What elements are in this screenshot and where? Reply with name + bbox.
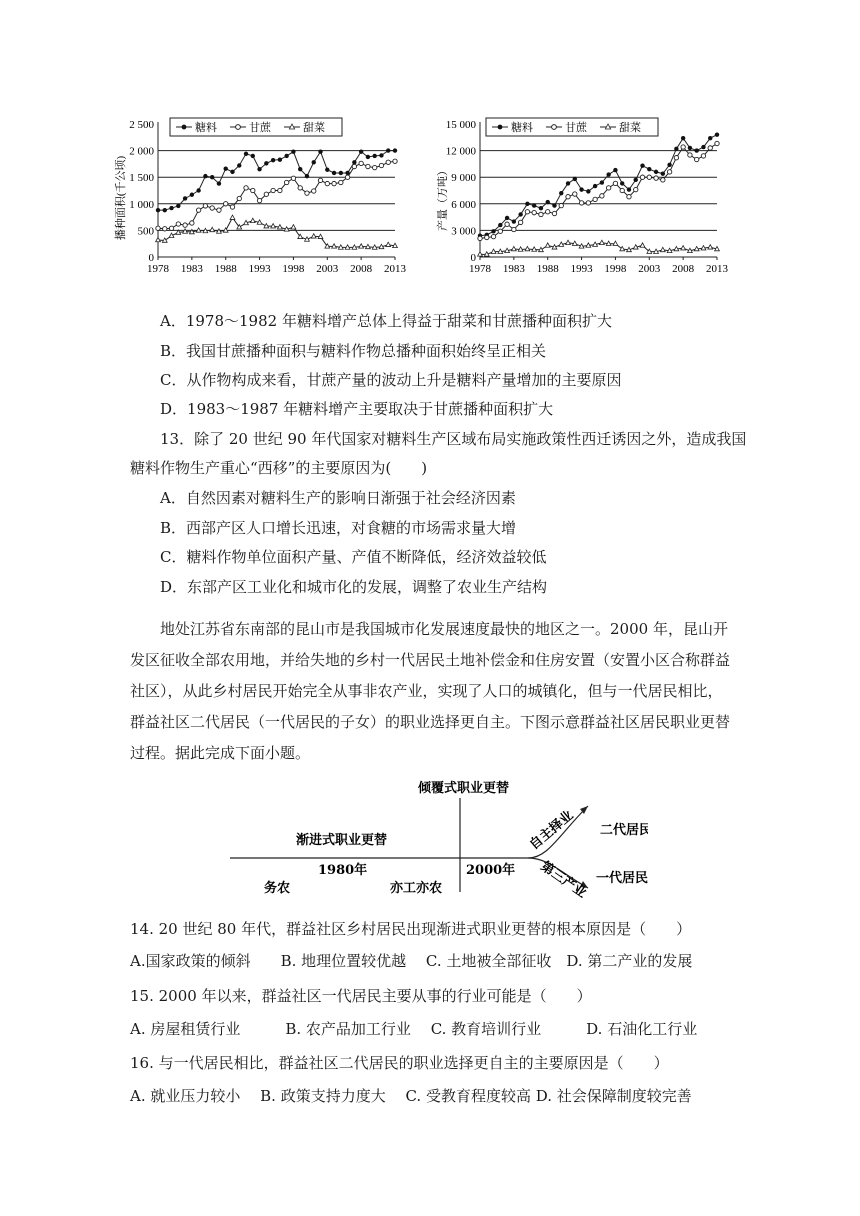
legend-label: 糖料	[195, 122, 217, 134]
q12-option-b: B．我国甘蔗播种面积与糖料作物总播种面积始终呈正相关	[160, 342, 547, 360]
q15-options: A. 房屋租赁行业 B. 农产品加工行业 C. 教育培训行业 D. 石油化工行业	[130, 1020, 698, 1038]
data-point-cane	[613, 181, 617, 185]
data-point-cane	[284, 180, 288, 184]
data-point-cane	[196, 208, 200, 212]
data-point-cane	[654, 176, 658, 180]
data-point-sugar	[224, 166, 228, 170]
data-point-sugar	[163, 208, 167, 212]
data-point-sugar	[366, 155, 370, 159]
data-point-cane	[708, 146, 712, 150]
y-axis-label: 播种面积(千公顷)	[115, 155, 127, 241]
legend-label: 甜菜	[303, 122, 325, 134]
data-point-cane	[532, 210, 536, 214]
data-point-cane	[339, 180, 343, 184]
data-point-cane	[230, 205, 234, 209]
data-point-beet	[230, 215, 235, 219]
data-point-cane	[298, 186, 302, 190]
data-point-cane	[210, 206, 214, 210]
data-point-sugar	[559, 191, 563, 195]
q13-stem-line1: 13．除了 20 世纪 90 年代国家对糖料生产区域布局实施政策性西迁诱因之外，造成我国	[160, 430, 747, 448]
y-tick-label: 0	[470, 252, 476, 264]
data-point-cane	[478, 236, 482, 240]
data-point-cane	[183, 223, 187, 227]
data-point-sugar	[264, 161, 268, 165]
data-point-cane	[647, 175, 651, 179]
data-point-cane	[352, 164, 356, 168]
data-point-beet	[640, 243, 645, 247]
data-point-sugar	[183, 196, 187, 200]
data-point-cane	[505, 222, 509, 226]
data-point-sugar	[546, 200, 550, 204]
data-point-cane	[359, 161, 363, 165]
x-tick-label: 1988	[536, 263, 559, 275]
x-tick-label: 1998	[604, 263, 627, 275]
data-point-beet	[545, 243, 550, 247]
data-point-sugar	[620, 181, 624, 185]
production-chart	[432, 112, 732, 282]
data-point-cane	[559, 203, 563, 207]
data-point-sugar	[694, 148, 698, 152]
y-tick-label: 2 000	[129, 145, 154, 158]
data-point-cane	[366, 164, 370, 168]
x-tick-label: 1998	[282, 263, 305, 275]
data-point-sugar	[505, 216, 509, 220]
y-tick-label: 2 500	[129, 119, 154, 131]
data-point-sugar	[305, 174, 309, 178]
data-point-sugar	[613, 168, 617, 172]
y-tick-label: 9 000	[451, 172, 476, 185]
data-point-sugar	[634, 178, 638, 182]
data-point-sugar	[156, 208, 160, 212]
farming-label: 务农	[264, 881, 291, 896]
data-point-sugar	[525, 202, 529, 206]
data-point-sugar	[271, 158, 275, 162]
data-point-sugar	[654, 170, 658, 174]
data-point-cane	[190, 221, 194, 225]
data-point-cane	[620, 188, 624, 192]
data-point-beet	[359, 244, 364, 248]
y-tick-label: 1 000	[129, 198, 154, 211]
data-point-sugar	[217, 181, 221, 185]
data-point-sugar	[593, 184, 597, 188]
data-point-sugar	[210, 175, 214, 179]
data-point-sugar	[196, 188, 200, 192]
data-point-sugar	[539, 206, 543, 210]
data-point-cane	[593, 197, 597, 201]
data-point-sugar	[708, 136, 712, 140]
data-point-sugar	[518, 212, 522, 216]
q13-option-c: C．糖料作物单位面积产量、产值不断降低，经济效益较低	[160, 548, 547, 566]
second-gen-label: 二代居民	[600, 823, 648, 838]
data-point-cane	[264, 192, 268, 196]
data-point-beet	[311, 234, 316, 238]
data-point-sugar	[600, 180, 604, 184]
data-point-cane	[372, 165, 376, 169]
data-point-cane	[525, 210, 529, 214]
x-tick-label: 1983	[180, 263, 203, 275]
legend-marker	[182, 125, 187, 130]
y-tick-label: 12 000	[445, 145, 476, 158]
data-point-cane	[224, 202, 228, 206]
data-point-beet	[511, 246, 516, 250]
data-point-cane	[176, 222, 180, 226]
data-point-cane	[566, 195, 570, 199]
x-tick-label: 2008	[350, 263, 373, 275]
q13-option-d: D．东部产区工业化和城市化的发展，调整了农业生产结构	[160, 578, 548, 596]
data-point-cane	[694, 157, 698, 161]
data-point-cane	[318, 178, 322, 182]
data-point-sugar	[318, 149, 322, 153]
q13-option-a: A．自然因素对糖料生产的影响日渐强于社会经济因素	[160, 489, 516, 507]
passage-line2: 发区征收全部农用地，并给失地的乡村一代居民土地补偿金和住房安置（安置小区合称群益	[130, 651, 731, 669]
data-point-cane	[688, 153, 692, 157]
passage-line5: 过程。据此完成下面小题。	[130, 744, 311, 762]
data-point-sugar	[251, 154, 255, 158]
data-point-beet	[660, 247, 665, 251]
data-point-sugar	[352, 160, 356, 164]
y-tick-label: 500	[137, 225, 154, 238]
y-tick-label: 6 000	[451, 198, 476, 211]
data-point-sugar	[386, 148, 390, 152]
legend-label: 甘蔗	[565, 122, 587, 134]
x-tick-label: 2013	[384, 263, 406, 275]
self-choice-label: 自主择业	[526, 808, 577, 854]
legend-label: 甜菜	[619, 122, 641, 134]
y-tick-label: 0	[148, 252, 154, 264]
occupation-diagram-svg	[228, 776, 648, 900]
data-point-cane	[681, 145, 685, 149]
first-gen-label: 一代居民	[596, 871, 648, 886]
data-point-sugar	[681, 136, 685, 140]
q14-options: A.国家政策的倾斜 B. 地理位置较优越 C. 土地被全部征收 D. 第二产业的发展	[130, 952, 693, 970]
data-point-cane	[606, 186, 610, 190]
data-point-sugar	[244, 152, 248, 156]
data-point-cane	[386, 160, 390, 164]
data-point-sugar	[586, 189, 590, 193]
q16-stem: 16. 与一代居民相比，群益社区二代居民的职业选择更自主的主要原因是（ ）	[130, 1054, 669, 1072]
data-point-sugar	[552, 203, 556, 207]
data-point-cane	[667, 170, 671, 174]
data-point-sugar	[647, 167, 651, 171]
legend-marker	[552, 125, 557, 130]
data-point-beet	[708, 245, 713, 249]
x-tick-label: 2013	[706, 263, 728, 275]
data-point-sugar	[230, 170, 234, 174]
data-point-cane	[291, 176, 295, 180]
data-point-cane	[539, 212, 543, 216]
data-point-beet	[681, 246, 686, 250]
data-point-sugar	[312, 160, 316, 164]
y-tick-label: 1 500	[129, 172, 154, 185]
data-point-sugar	[512, 219, 516, 223]
data-point-cane	[278, 188, 282, 192]
data-point-sugar	[339, 171, 343, 175]
data-point-cane	[244, 186, 248, 190]
data-point-cane	[257, 198, 261, 202]
data-point-cane	[701, 154, 705, 158]
data-point-sugar	[325, 168, 329, 172]
data-point-cane	[251, 188, 255, 192]
data-point-cane	[512, 227, 516, 231]
data-point-sugar	[379, 153, 383, 157]
data-point-sugar	[203, 174, 207, 178]
data-point-sugar	[176, 204, 180, 208]
q13-option-b: B．西部产区人口增长迅速，对食糖的市场需求量大增	[160, 519, 517, 537]
data-point-sugar	[606, 172, 610, 176]
data-point-sugar	[190, 193, 194, 197]
data-point-cane	[627, 195, 631, 199]
data-point-sugar	[332, 171, 336, 175]
data-point-sugar	[640, 163, 644, 167]
data-point-sugar	[393, 148, 397, 152]
data-point-cane	[156, 226, 160, 230]
data-point-sugar	[661, 171, 665, 175]
data-point-cane	[379, 163, 383, 167]
data-point-sugar	[298, 167, 302, 171]
series-line-sugar	[158, 151, 395, 211]
work-and-farm-label: 亦工亦农	[390, 881, 443, 896]
data-point-cane	[600, 194, 604, 198]
data-point-beet	[250, 218, 255, 222]
data-point-sugar	[359, 149, 363, 153]
data-point-beet	[525, 246, 530, 250]
series-line-cane	[480, 144, 717, 239]
data-point-beet	[210, 227, 215, 231]
y-tick-label: 3 000	[451, 225, 476, 238]
passage-line1: 地处江苏省东南部的昆山市是我国城市化发展速度最快的地区之一。2000 年，昆山开	[160, 620, 728, 638]
data-point-cane	[217, 208, 221, 212]
data-point-cane	[485, 235, 489, 239]
data-point-sugar	[667, 163, 671, 167]
year-1980: 1980年	[318, 863, 368, 878]
data-point-beet	[183, 229, 188, 233]
q12-option-c: C．从作物构成来看，甘蔗产量的波动上升是糖料产量增加的主要原因	[160, 371, 622, 389]
q15-stem: 15. 2000 年以来，群益社区一代居民主要从事的行业可能是（ ）	[130, 987, 592, 1005]
tertiary-label: 第三产业	[537, 858, 589, 900]
data-point-sugar	[237, 163, 241, 167]
legend-label: 甘蔗	[249, 122, 271, 134]
data-point-sugar	[498, 223, 502, 227]
planting-area-chart-svg	[110, 112, 410, 282]
data-point-sugar	[372, 154, 376, 158]
data-point-sugar	[284, 154, 288, 158]
data-point-cane	[715, 141, 719, 145]
x-tick-label: 1988	[214, 263, 237, 275]
data-point-sugar	[573, 177, 577, 181]
data-point-cane	[491, 234, 495, 238]
data-point-sugar	[715, 132, 719, 136]
data-point-sugar	[532, 203, 536, 207]
x-tick-label: 1978	[147, 263, 169, 275]
data-point-beet	[599, 240, 604, 244]
data-point-cane	[325, 181, 329, 185]
data-point-beet	[156, 237, 161, 241]
data-point-beet	[566, 240, 571, 244]
data-point-cane	[169, 226, 173, 230]
data-point-beet	[291, 225, 296, 229]
data-point-cane	[305, 191, 309, 195]
data-point-sugar	[278, 157, 282, 161]
data-point-cane	[237, 196, 241, 200]
data-point-cane	[552, 211, 556, 215]
gradual-label: 渐进式职业更替	[296, 833, 388, 848]
data-point-cane	[661, 178, 665, 182]
legend-marker	[236, 125, 241, 130]
legend-marker	[498, 125, 503, 130]
x-tick-label: 1978	[469, 263, 491, 275]
data-point-sugar	[674, 147, 678, 151]
passage-line4: 群益社区二代居民（一代居民的子女）的职业选择更自主。下图示意群益社区居民职业更替	[130, 713, 731, 731]
x-tick-label: 2003	[316, 263, 339, 275]
data-point-cane	[393, 159, 397, 163]
q12-option-a: A．1978～1982 年糖料增产总体上得益于甜菜和甘蔗播种面积扩大	[160, 312, 612, 330]
y-tick-label: 15 000	[445, 119, 476, 131]
data-point-cane	[634, 187, 638, 191]
production-chart-svg	[432, 112, 732, 282]
data-point-cane	[546, 210, 550, 214]
legend-label: 糖料	[511, 122, 533, 134]
data-point-cane	[163, 227, 167, 231]
y-axis-label: 产量（万吨）	[437, 165, 449, 231]
passage-line3: 社区），从此乡村居民开始完全从事非农产业，实现了人口的城镇化，但与一代居民相比，	[130, 682, 723, 700]
data-point-sugar	[579, 187, 583, 191]
data-point-sugar	[701, 145, 705, 149]
top-label: 倾覆式职业更替	[418, 781, 510, 796]
data-point-cane	[586, 201, 590, 205]
x-tick-label: 2003	[638, 263, 661, 275]
data-point-cane	[674, 155, 678, 159]
data-point-sugar	[291, 149, 295, 153]
data-point-cane	[203, 204, 207, 208]
occupation-diagram	[228, 776, 648, 900]
data-point-sugar	[627, 187, 631, 191]
data-point-cane	[271, 188, 275, 192]
data-point-sugar	[566, 181, 570, 185]
data-point-cane	[573, 192, 577, 196]
data-point-cane	[312, 189, 316, 193]
q14-stem: 14. 20 世纪 80 年代，群益社区乡村居民出现渐进式职业更替的根本原因是（ ）	[130, 920, 692, 938]
year-2000: 2000年	[466, 863, 516, 878]
x-tick-label: 1993	[248, 263, 271, 275]
data-point-sugar	[491, 229, 495, 233]
data-point-cane	[345, 175, 349, 179]
data-point-sugar	[688, 146, 692, 150]
data-point-sugar	[257, 167, 261, 171]
x-tick-label: 2008	[672, 263, 695, 275]
data-point-cane	[518, 220, 522, 224]
q16-options: A. 就业压力较小 B. 政策支持力度大 C. 受教育程度较高 D. 社会保障制度较完善	[130, 1087, 692, 1105]
x-tick-label: 1983	[502, 263, 525, 275]
planting-area-chart	[110, 112, 410, 282]
data-point-cane	[640, 175, 644, 179]
data-point-cane	[498, 229, 502, 233]
q12-option-d: D．1983～1987 年糖料增产主要取决于甘蔗播种面积扩大	[160, 400, 554, 418]
data-point-cane	[332, 181, 336, 185]
data-point-sugar	[169, 206, 173, 210]
x-tick-label: 1993	[570, 263, 593, 275]
data-point-cane	[579, 201, 583, 205]
q13-stem-line2: 糖料作物生产重心“西移”的主要原因为( )	[130, 459, 428, 477]
data-point-beet	[386, 242, 391, 246]
